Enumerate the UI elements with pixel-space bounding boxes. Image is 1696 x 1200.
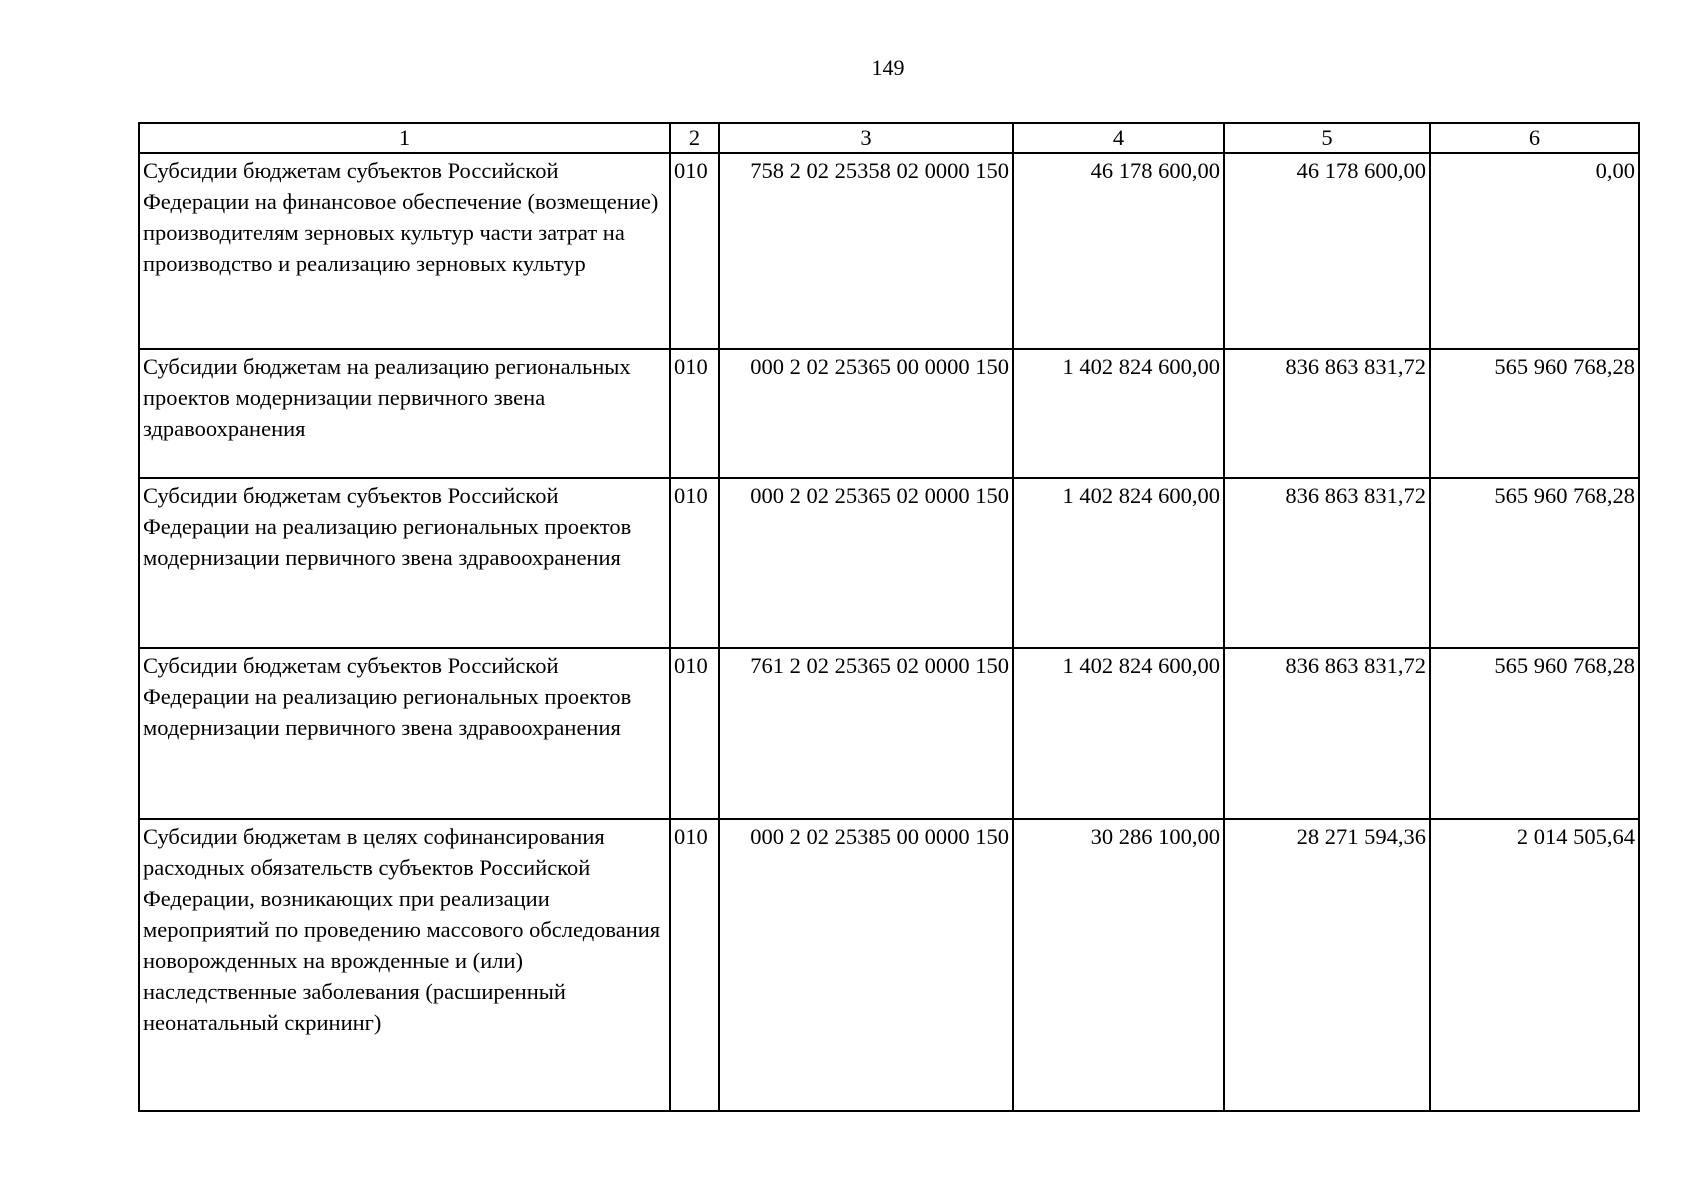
row-value-col6: 565 960 768,28 (1430, 478, 1639, 648)
table-row (139, 819, 1639, 1111)
row-value-col5: 836 863 831,72 (1224, 648, 1430, 819)
row-kbk-cell: 000 2 02 25385 00 0000 150 (719, 819, 1013, 1111)
row-value-col5: 836 863 831,72 (1224, 349, 1430, 478)
row-value-col6: 565 960 768,28 (1430, 349, 1639, 478)
column-header-6: 6 (1430, 123, 1639, 153)
row-value-col4: 30 286 100,00 (1013, 819, 1224, 1111)
row-kbk-cell: 000 2 02 25365 02 0000 150 (719, 478, 1013, 648)
row-name-cell: Субсидии бюджетам субъектов Российской Федерации на финансовое обеспечение (возмещение) производителям зерновых культур части затрат на производство и реализацию зерновых культур (139, 153, 670, 349)
table-row (139, 648, 1639, 819)
row-kbk-cell: 000 2 02 25365 00 0000 150 (719, 349, 1013, 478)
table-row (139, 478, 1639, 648)
column-header-4: 4 (1013, 123, 1224, 153)
row-kbk-cell: 758 2 02 25358 02 0000 150 (719, 153, 1013, 349)
page-number: 149 (871, 55, 905, 80)
table-header-row (139, 123, 1639, 153)
row-value-col6: 0,00 (1430, 153, 1639, 349)
row-code-cell: 010 (670, 153, 719, 349)
row-value-col4: 1 402 824 600,00 (1013, 349, 1224, 478)
row-value-col6: 565 960 768,28 (1430, 648, 1639, 819)
row-code-cell: 010 (670, 478, 719, 648)
row-value-col5: 46 178 600,00 (1224, 153, 1430, 349)
row-kbk-cell: 761 2 02 25365 02 0000 150 (719, 648, 1013, 819)
row-value-col5: 836 863 831,72 (1224, 478, 1430, 648)
row-name-cell: Субсидии бюджетам субъектов Российской Федерации на реализацию региональных проектов модернизации первичного звена здравоохранения (139, 478, 670, 648)
budget-table (138, 122, 1640, 1112)
column-header-5: 5 (1224, 123, 1430, 153)
table-row (139, 349, 1639, 478)
row-value-col4: 1 402 824 600,00 (1013, 648, 1224, 819)
row-name-cell: Субсидии бюджетам субъектов Российской Федерации на реализацию региональных проектов модернизации первичного звена здравоохранения (139, 648, 670, 819)
row-name-cell: Субсидии бюджетам в целях софинансирования расходных обязательств субъектов Российской Федерации, возникающих при реализации мероприятий по проведению массового обследования новорожденных на врожденные и (или) наследственные заболевания (расширенный неонатальный скрининг) (139, 819, 670, 1111)
row-code-cell: 010 (670, 648, 719, 819)
row-value-col5: 28 271 594,36 (1224, 819, 1430, 1111)
column-header-3: 3 (719, 123, 1013, 153)
table-row (139, 153, 1639, 349)
row-code-cell: 010 (670, 349, 719, 478)
column-header-1: 1 (139, 123, 670, 153)
row-value-col6: 2 014 505,64 (1430, 819, 1639, 1111)
row-value-col4: 46 178 600,00 (1013, 153, 1224, 349)
column-header-2: 2 (670, 123, 719, 153)
row-value-col4: 1 402 824 600,00 (1013, 478, 1224, 648)
row-code-cell: 010 (670, 819, 719, 1111)
row-name-cell: Субсидии бюджетам на реализацию региональных проектов модернизации первичного звена здравоохранения (139, 349, 670, 478)
